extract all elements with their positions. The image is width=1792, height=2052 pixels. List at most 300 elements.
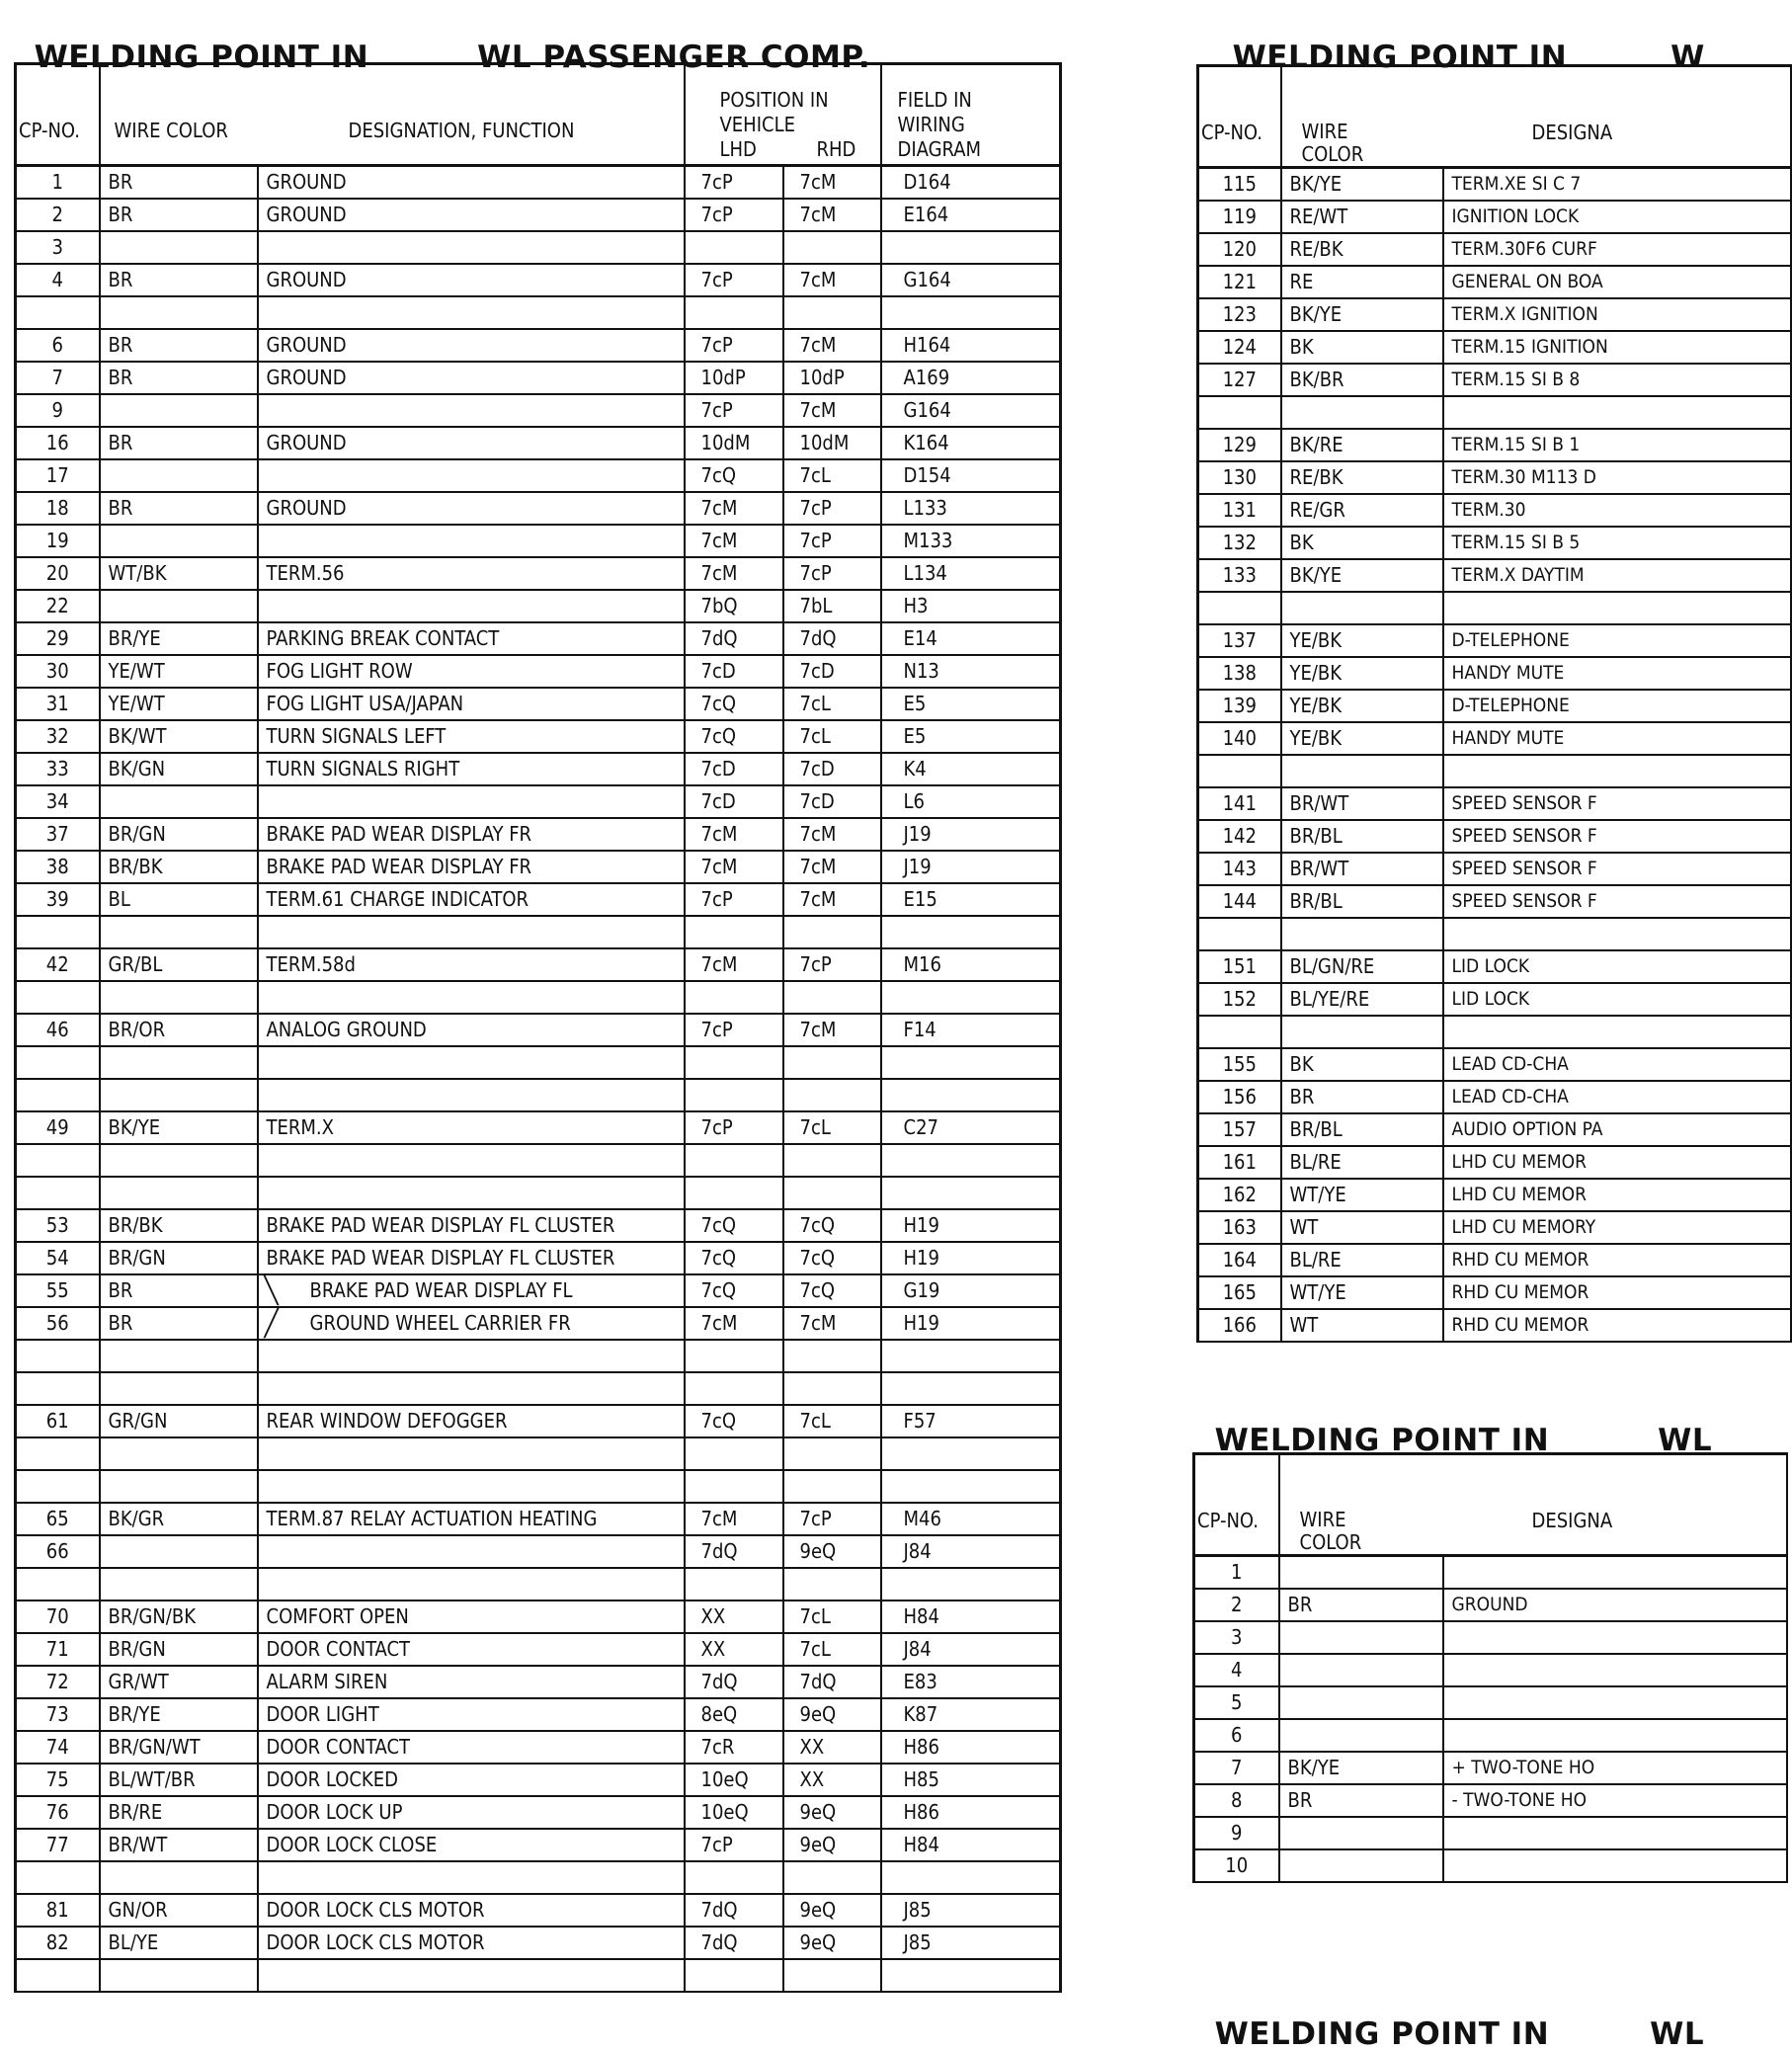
- rhd-position-cell: 7cP: [783, 557, 881, 590]
- cp-no-cell: 29: [16, 622, 100, 655]
- wiring-field-cell: F14: [881, 1014, 1061, 1046]
- cp-no-cell: 7: [16, 362, 100, 394]
- designation-cell: TERM.15 SI B 8: [1443, 364, 1791, 396]
- wiring-field-cell: F57: [881, 1405, 1061, 1437]
- right-wiring-table-1: [1196, 64, 1628, 1368]
- table-row: [16, 1014, 1061, 1046]
- designation-cell: ╱ GROUND WHEEL CARRIER FR: [258, 1307, 685, 1340]
- cp-no-cell: [16, 1372, 100, 1405]
- cp-no-cell: 37: [16, 818, 100, 851]
- r1-designation-header: DESIGNA: [1443, 66, 1791, 168]
- wire-color-cell: [1281, 396, 1443, 429]
- designation-cell: [1443, 1817, 1787, 1849]
- designation-cell: [1443, 1686, 1787, 1719]
- table-row: [1194, 1621, 1787, 1654]
- designation-cell: TERM.30F6 CURF: [1443, 233, 1791, 266]
- table-row: [16, 1340, 1061, 1372]
- r2-wire-color-header: [1279, 1454, 1443, 1556]
- r2-designation-header: DESIGNA: [1443, 1454, 1787, 1556]
- table-row: [16, 296, 1061, 329]
- designation-cell: [258, 1568, 685, 1601]
- wire-color-cell: [100, 231, 258, 264]
- wire-color-cell: BR: [100, 492, 258, 525]
- designation-cell: TERM.30: [1443, 494, 1791, 527]
- wiring-field-cell: H19: [881, 1209, 1061, 1242]
- wire-color-cell: [100, 1535, 258, 1568]
- rhd-position-cell: [783, 1046, 881, 1079]
- rhd-position-cell: [783, 1372, 881, 1405]
- lhd-position-cell: 7cP: [685, 1014, 783, 1046]
- cp-no-cell: 143: [1198, 853, 1281, 885]
- designation-cell: TURN SIGNALS LEFT: [258, 720, 685, 753]
- wire-color-cell: [100, 1470, 258, 1503]
- designation-cell: TERM.X DAYTIM: [1443, 559, 1791, 592]
- rhd-position-cell: 7cL: [783, 720, 881, 753]
- wire-color-cell: BK/BR: [1281, 364, 1443, 396]
- lhd-position-cell: 7cQ: [685, 1242, 783, 1274]
- lhd-position-cell: 8eQ: [685, 1698, 783, 1731]
- cp-no-cell: 55: [16, 1274, 100, 1307]
- table-row: [1198, 1309, 1791, 1342]
- lhd-position-cell: XX: [685, 1601, 783, 1633]
- lhd-position-cell: 7cD: [685, 785, 783, 818]
- wire-color-cell: BR/BL: [1281, 820, 1443, 853]
- table-row: [16, 1144, 1061, 1177]
- cp-no-cell: 137: [1198, 624, 1281, 657]
- wire-color-cell: BL/YE: [100, 1927, 258, 1959]
- designation-cell: [258, 1372, 685, 1405]
- cp-no-cell: 139: [1198, 690, 1281, 722]
- cp-no-cell: [16, 1046, 100, 1079]
- cp-no-cell: 81: [16, 1894, 100, 1927]
- table-row: [1194, 1719, 1787, 1752]
- table-row: [1198, 787, 1791, 820]
- lhd-position-cell: 7dQ: [685, 1535, 783, 1568]
- table-row: [16, 199, 1061, 231]
- cp-no-cell: 119: [1198, 201, 1281, 233]
- designation-cell: GROUND: [258, 199, 685, 231]
- designation-cell: LEAD CD-CHA: [1443, 1081, 1791, 1113]
- table-row: [1198, 527, 1791, 559]
- right-heading-1-cut: W: [1670, 40, 1705, 75]
- wiring-field-cell: N13: [881, 655, 1061, 688]
- designation-cell: LHD CU MEMOR: [1443, 1146, 1791, 1179]
- cp-no-cell: 144: [1198, 885, 1281, 918]
- table-row: [16, 1796, 1061, 1829]
- table-row: [1198, 820, 1791, 853]
- wire-color-cell: [100, 785, 258, 818]
- wire-color-cell: [100, 1046, 258, 1079]
- wiring-field-cell: J84: [881, 1633, 1061, 1666]
- table-row: [1194, 1849, 1787, 1882]
- designation-cell: [1443, 1719, 1787, 1752]
- rhd-position-cell: 7cL: [783, 1111, 881, 1144]
- designation-cell: [258, 1861, 685, 1894]
- lhd-position-cell: [685, 1144, 783, 1177]
- designation-cell: SPEED SENSOR F: [1443, 820, 1791, 853]
- designation-cell: ALARM SIREN: [258, 1666, 685, 1698]
- cp-no-cell: [16, 1144, 100, 1177]
- lhd-position-cell: 7cM: [685, 851, 783, 883]
- wiring-field-cell: H19: [881, 1242, 1061, 1274]
- designation-cell: [258, 394, 685, 427]
- rhd-position-cell: 7cQ: [783, 1274, 881, 1307]
- wire-color-cell: YE/BK: [1281, 657, 1443, 690]
- cp-no-cell: 9: [1194, 1817, 1279, 1849]
- wire-color-cell: BR/GN: [100, 818, 258, 851]
- designation-cell: TERM.58d: [258, 948, 685, 981]
- rhd-position-cell: 7cM: [783, 199, 881, 231]
- table-row: [1198, 461, 1791, 494]
- lhd-position-cell: [685, 916, 783, 948]
- designation-cell: [258, 1144, 685, 1177]
- designation-cell: DOOR LOCK CLS MOTOR: [258, 1927, 685, 1959]
- cp-no-cell: 70: [16, 1601, 100, 1633]
- designation-cell: [258, 1046, 685, 1079]
- designation-cell: BRAKE PAD WEAR DISPLAY FR: [258, 851, 685, 883]
- cp-no-cell: 34: [16, 785, 100, 818]
- lhd-position-cell: 10dM: [685, 427, 783, 459]
- table-row: [1198, 1276, 1791, 1309]
- wire-color-cell: BR: [100, 329, 258, 362]
- rhd-position-cell: 9eQ: [783, 1698, 881, 1731]
- right-table-1-header: [1198, 66, 1791, 168]
- designation-cell: GROUND: [258, 427, 685, 459]
- rhd-position-cell: 9eQ: [783, 1535, 881, 1568]
- wire-color-cell: [100, 1959, 258, 1992]
- wiring-field-cell: K4: [881, 753, 1061, 785]
- lhd-position-cell: 7cP: [685, 1111, 783, 1144]
- table-row: [16, 948, 1061, 981]
- designation-cell: LID LOCK: [1443, 983, 1791, 1016]
- table-row: [1198, 950, 1791, 983]
- lhd-position-cell: [685, 1372, 783, 1405]
- rhd-position-cell: 7cM: [783, 818, 881, 851]
- cp-no-cell: 140: [1198, 722, 1281, 755]
- cp-no-cell: 120: [1198, 233, 1281, 266]
- rhd-position-cell: 7cL: [783, 1405, 881, 1437]
- rhd-position-cell: [783, 296, 881, 329]
- table-row: [16, 1894, 1061, 1927]
- designation-cell: TERM.X IGNITION: [1443, 298, 1791, 331]
- cp-no-cell: 3: [16, 231, 100, 264]
- wire-color-cell: RE: [1281, 266, 1443, 298]
- wire-color-cell: BL/WT/BR: [100, 1764, 258, 1796]
- wire-color-cell: RE/WT: [1281, 201, 1443, 233]
- table-row: [16, 622, 1061, 655]
- wiring-field-cell: E5: [881, 688, 1061, 720]
- lhd-position-cell: [685, 1046, 783, 1079]
- cp-no-cell: [16, 981, 100, 1014]
- wiring-field-cell: G164: [881, 394, 1061, 427]
- wiring-field-cell: [881, 1340, 1061, 1372]
- table-row: [16, 231, 1061, 264]
- wiring-field-cell: L134: [881, 557, 1061, 590]
- rhd-position-cell: [783, 1079, 881, 1111]
- cp-no-cell: 138: [1198, 657, 1281, 690]
- table-row: [1198, 1211, 1791, 1244]
- designation-cell: LHD CU MEMOR: [1443, 1179, 1791, 1211]
- designation-cell: GROUND: [1443, 1589, 1787, 1621]
- designation-cell: ╲ BRAKE PAD WEAR DISPLAY FL: [258, 1274, 685, 1307]
- table-row: [1194, 1686, 1787, 1719]
- designation-cell: TERM.56: [258, 557, 685, 590]
- cp-no-cell: 19: [16, 525, 100, 557]
- right-heading-2-cut: WL: [1658, 1423, 1713, 1458]
- wire-color-cell: [100, 590, 258, 622]
- rhd-position-cell: [783, 1340, 881, 1372]
- table-row: [16, 1437, 1061, 1470]
- wire-color-cell: [100, 1568, 258, 1601]
- wire-color-cell: BL/YE/RE: [1281, 983, 1443, 1016]
- wire-color-cell: BR/OR: [100, 1014, 258, 1046]
- wire-color-cell: BK/GN: [100, 753, 258, 785]
- cp-no-cell: 1: [1194, 1556, 1279, 1589]
- right-heading-2: [1192, 1387, 1712, 1458]
- cp-no-cell: 4: [16, 264, 100, 296]
- wire-color-cell: BK/YE: [1281, 559, 1443, 592]
- rhd-position-cell: [783, 1144, 881, 1177]
- designation-cell: BRAKE PAD WEAR DISPLAY FL CLUSTER: [258, 1242, 685, 1274]
- rhd-position-cell: 7cD: [783, 785, 881, 818]
- table-row: [1198, 885, 1791, 918]
- brace-top-mark: ╲: [264, 1275, 279, 1306]
- wire-color-cell: [100, 1177, 258, 1209]
- lhd-position-cell: 10dP: [685, 362, 783, 394]
- designation-cell: [258, 1079, 685, 1111]
- col-cp-no-header: CP-NO.: [16, 64, 100, 166]
- wire-color-cell: [1279, 1686, 1443, 1719]
- rhd-position-cell: 7cP: [783, 525, 881, 557]
- table-row: [16, 688, 1061, 720]
- rhd-position-cell: 7cM: [783, 1014, 881, 1046]
- lhd-position-cell: 7cP: [685, 166, 783, 199]
- cp-no-cell: [16, 296, 100, 329]
- designation-cell: AUDIO OPTION PA: [1443, 1113, 1791, 1146]
- left-wiring-table: [14, 62, 1061, 2025]
- designation-cell: DOOR LOCK UP: [258, 1796, 685, 1829]
- table-row: [16, 851, 1061, 883]
- table-row: [1198, 657, 1791, 690]
- table-row: [16, 981, 1061, 1014]
- lhd-position-cell: XX: [685, 1633, 783, 1666]
- cp-no-cell: 53: [16, 1209, 100, 1242]
- table-row: [1198, 1113, 1791, 1146]
- r2-color-label: COLOR: [1299, 1530, 1362, 1554]
- designation-cell: - TWO-TONE HO: [1443, 1784, 1787, 1817]
- designation-cell: [1443, 755, 1791, 787]
- designation-cell: GROUND: [258, 492, 685, 525]
- right-heading-3-cut: WL: [1650, 2016, 1705, 2052]
- right-heading-3: [1192, 1981, 1704, 2052]
- designation-cell: SPEED SENSOR F: [1443, 885, 1791, 918]
- table-row: [16, 1307, 1061, 1340]
- wire-color-cell: BR: [100, 1274, 258, 1307]
- table-row: [16, 1177, 1061, 1209]
- designation-cell: [258, 1437, 685, 1470]
- table-row: [1194, 1556, 1787, 1589]
- table-row: [16, 492, 1061, 525]
- wire-color-cell: RE/GR: [1281, 494, 1443, 527]
- wiring-field-cell: D154: [881, 459, 1061, 492]
- table-row: [16, 362, 1061, 394]
- designation-cell: [258, 525, 685, 557]
- designation-cell: TERM.87 RELAY ACTUATION HEATING: [258, 1503, 685, 1535]
- wire-color-cell: BR/WT: [1281, 853, 1443, 885]
- cp-no-cell: 17: [16, 459, 100, 492]
- cp-no-cell: 38: [16, 851, 100, 883]
- cp-no-cell: 161: [1198, 1146, 1281, 1179]
- col-designation-header: DESIGNATION, FUNCTION: [258, 64, 685, 166]
- wire-color-cell: [100, 1372, 258, 1405]
- cp-no-cell: 18: [16, 492, 100, 525]
- wire-color-cell: [100, 981, 258, 1014]
- lhd-position-cell: 7dQ: [685, 1927, 783, 1959]
- wiring-field-cell: [881, 1959, 1061, 1992]
- wiring-field-cell: M46: [881, 1503, 1061, 1535]
- designation-cell: HANDY MUTE: [1443, 657, 1791, 690]
- wiring-field-cell: M16: [881, 948, 1061, 981]
- cp-no-cell: 157: [1198, 1113, 1281, 1146]
- lhd-position-cell: 7cQ: [685, 459, 783, 492]
- wiring-field-cell: [881, 1144, 1061, 1177]
- rhd-position-cell: 7dQ: [783, 622, 881, 655]
- table-row: [1198, 298, 1791, 331]
- heading-suffix: WL PASSENGER COMP.: [477, 40, 871, 75]
- lhd-position-cell: 7cM: [685, 1503, 783, 1535]
- lhd-position-cell: 7cQ: [685, 688, 783, 720]
- cp-no-cell: 32: [16, 720, 100, 753]
- table-header-row: [16, 64, 1061, 166]
- table-row: [16, 1079, 1061, 1111]
- rhd-position-cell: [783, 1861, 881, 1894]
- wire-color-cell: BR: [100, 1307, 258, 1340]
- cp-no-cell: 6: [1194, 1719, 1279, 1752]
- wire-color-cell: [100, 1079, 258, 1111]
- wiring-field-cell: H84: [881, 1829, 1061, 1861]
- lhd-position-cell: [685, 1568, 783, 1601]
- designation-cell: [258, 231, 685, 264]
- cp-no-cell: 4: [1194, 1654, 1279, 1686]
- designation-cell: GROUND: [258, 362, 685, 394]
- r1-color-label: COLOR: [1301, 142, 1364, 166]
- lhd-rhd-sublabels: [720, 137, 880, 162]
- table-row: [1194, 1784, 1787, 1817]
- cp-no-cell: 73: [16, 1698, 100, 1731]
- cp-no-cell: 72: [16, 1666, 100, 1698]
- wire-color-cell: [100, 916, 258, 948]
- table-row: [16, 1470, 1061, 1503]
- lhd-label: LHD: [719, 137, 757, 161]
- table-row: [16, 1503, 1061, 1535]
- wire-color-cell: BK/GR: [100, 1503, 258, 1535]
- table-row: [16, 1046, 1061, 1079]
- designation-cell: [258, 590, 685, 622]
- wiring-field-cell: H84: [881, 1601, 1061, 1633]
- table-row: [16, 1405, 1061, 1437]
- r2-wire-label: WIRE: [1299, 1508, 1346, 1531]
- cp-no-cell: 165: [1198, 1276, 1281, 1309]
- lhd-position-cell: 7cD: [685, 655, 783, 688]
- lhd-position-cell: 7cP: [685, 883, 783, 916]
- lhd-position-cell: [685, 1340, 783, 1372]
- wire-color-cell: GR/WT: [100, 1666, 258, 1698]
- wire-color-cell: BR: [1279, 1784, 1443, 1817]
- cp-no-cell: 9: [16, 394, 100, 427]
- cp-no-cell: 3: [1194, 1621, 1279, 1654]
- lhd-position-cell: 7dQ: [685, 622, 783, 655]
- designation-cell: + TWO-TONE HO: [1443, 1752, 1787, 1784]
- table-row: [1198, 429, 1791, 461]
- wiring-field-cell: J85: [881, 1894, 1061, 1927]
- lhd-position-cell: 7cP: [685, 264, 783, 296]
- cp-no-cell: 2: [1194, 1589, 1279, 1621]
- table-row: [1198, 1048, 1791, 1081]
- wire-color-cell: BR: [100, 427, 258, 459]
- welding-points-table: [14, 62, 1062, 1993]
- table-row: [16, 394, 1061, 427]
- lhd-position-cell: [685, 1079, 783, 1111]
- table-row: [16, 1764, 1061, 1796]
- wire-color-cell: [1279, 1654, 1443, 1686]
- wiring-field-cell: M133: [881, 525, 1061, 557]
- lhd-position-cell: [685, 296, 783, 329]
- wire-color-cell: BR: [100, 362, 258, 394]
- designation-cell: COMFORT OPEN: [258, 1601, 685, 1633]
- wire-color-cell: BR/GN: [100, 1633, 258, 1666]
- lhd-position-cell: 7cP: [685, 394, 783, 427]
- designation-cell: DOOR LOCK CLOSE: [258, 1829, 685, 1861]
- cp-no-cell: 132: [1198, 527, 1281, 559]
- lhd-position-cell: 7cM: [685, 818, 783, 851]
- wiring-field-cell: A169: [881, 362, 1061, 394]
- right-table-2-body: [1194, 1556, 1787, 1882]
- wire-color-cell: BR/BK: [100, 851, 258, 883]
- cp-no-cell: [16, 1437, 100, 1470]
- rhd-position-cell: 7cL: [783, 688, 881, 720]
- lhd-position-cell: 10eQ: [685, 1764, 783, 1796]
- cp-no-cell: 10: [1194, 1849, 1279, 1882]
- wire-color-cell: [1281, 755, 1443, 787]
- wire-color-cell: BR: [1281, 1081, 1443, 1113]
- rhd-position-cell: 7cM: [783, 1307, 881, 1340]
- lhd-position-cell: 7cR: [685, 1731, 783, 1764]
- wiring-field-cell: [881, 296, 1061, 329]
- table-row: [16, 655, 1061, 688]
- wire-color-cell: WT/YE: [1281, 1276, 1443, 1309]
- cp-no-cell: 152: [1198, 983, 1281, 1016]
- designation-cell: GROUND: [258, 264, 685, 296]
- table-row: [1198, 364, 1791, 396]
- wiring-field-cell: [881, 1861, 1061, 1894]
- cp-no-cell: 164: [1198, 1244, 1281, 1276]
- wiring-field-cell: E5: [881, 720, 1061, 753]
- wiring-field-cell: H85: [881, 1764, 1061, 1796]
- table-row: [1198, 494, 1791, 527]
- rhd-position-cell: 7cD: [783, 753, 881, 785]
- wire-color-cell: BR/WT: [100, 1829, 258, 1861]
- table-row: [1194, 1752, 1787, 1784]
- cp-no-cell: 115: [1198, 168, 1281, 201]
- lhd-position-cell: 7cP: [685, 199, 783, 231]
- table-row: [16, 883, 1061, 916]
- wire-color-cell: [1281, 1016, 1443, 1048]
- wire-color-cell: WT: [1281, 1211, 1443, 1244]
- cp-no-cell: [1198, 396, 1281, 429]
- wire-color-cell: BR/GN/BK: [100, 1601, 258, 1633]
- wiring-field-cell: J84: [881, 1535, 1061, 1568]
- wire-color-cell: BR: [1279, 1589, 1443, 1621]
